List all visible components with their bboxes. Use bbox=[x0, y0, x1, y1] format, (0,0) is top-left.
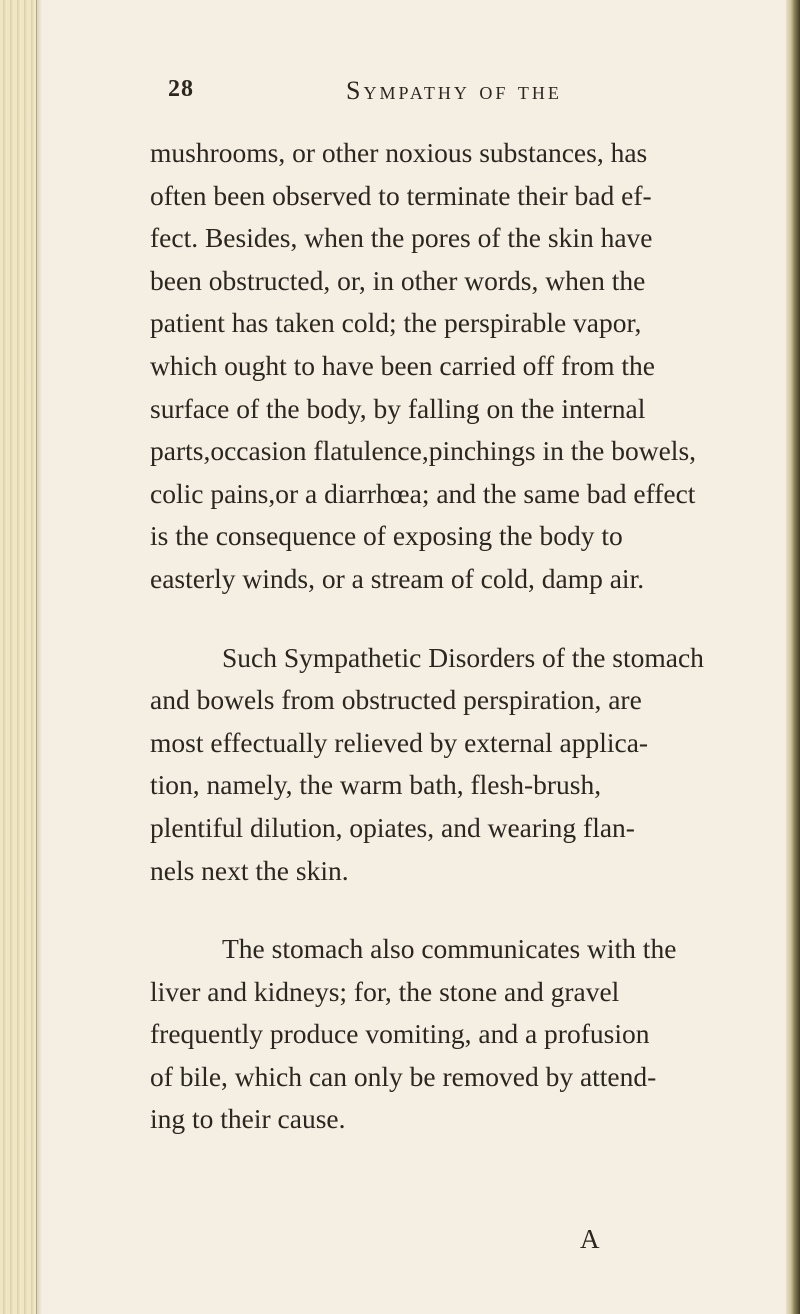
page-number: 28 bbox=[168, 76, 194, 102]
text-line: is the consequence of exposing the body to bbox=[150, 520, 623, 552]
running-head: Sympathy of the bbox=[346, 76, 562, 105]
text-line: easterly winds, or a stream of cold, damp air. bbox=[150, 562, 645, 594]
page-edge bbox=[786, 0, 800, 1314]
text-line: patient has taken cold; the perspirable vapor, bbox=[150, 307, 642, 339]
paragraph-gap bbox=[150, 892, 770, 928]
text-line: fect. Besides, when the pores of the skin have bbox=[150, 222, 653, 254]
text-line: often been observed to terminate their bad ef- bbox=[150, 179, 652, 211]
text-line: of bile, which can only be removed by attend- bbox=[150, 1060, 657, 1092]
text-line: The stomach also communicates with the bbox=[222, 933, 677, 965]
catchword: A bbox=[580, 1224, 600, 1254]
text-line: most effectually relieved by external applica- bbox=[150, 726, 649, 758]
paragraph-3 bbox=[150, 928, 770, 1141]
text-line: been obstructed, or, in other words, when the bbox=[150, 264, 646, 296]
text-line: mushrooms, or other noxious substances, has bbox=[150, 137, 648, 168]
text-line: ing to their cause. bbox=[150, 1103, 346, 1135]
text-line: parts,occasion flatulence,pinchings in the bowels, bbox=[150, 435, 697, 467]
text-line: Such Sympathetic Disorders of the stomach bbox=[222, 641, 704, 673]
text-line: tion, namely, the warm bath, flesh-brush, bbox=[150, 769, 602, 801]
text-line: which ought to have been carried off from the bbox=[150, 349, 656, 381]
text-line: and bowels from obstructed perspiration, are bbox=[150, 684, 642, 716]
text-line: colic pains,or a diarrhœa; and the same bad effect bbox=[150, 477, 696, 509]
text-line: frequently produce vomiting, and a profusion bbox=[150, 1018, 650, 1050]
text-line: surface of the body, by falling on the internal bbox=[150, 392, 646, 424]
page-header bbox=[150, 70, 770, 118]
paragraph-gap bbox=[150, 601, 770, 637]
text-line: nels next the skin. bbox=[150, 854, 349, 886]
book-page bbox=[150, 70, 770, 1141]
paragraph-2 bbox=[150, 637, 770, 893]
text-line: liver and kidneys; for, the stone and gravel bbox=[150, 975, 620, 1007]
paragraph-1 bbox=[150, 132, 770, 601]
text-line: plentiful dilution, opiates, and wearing flan- bbox=[150, 811, 635, 843]
binding-gutter bbox=[0, 0, 37, 1314]
